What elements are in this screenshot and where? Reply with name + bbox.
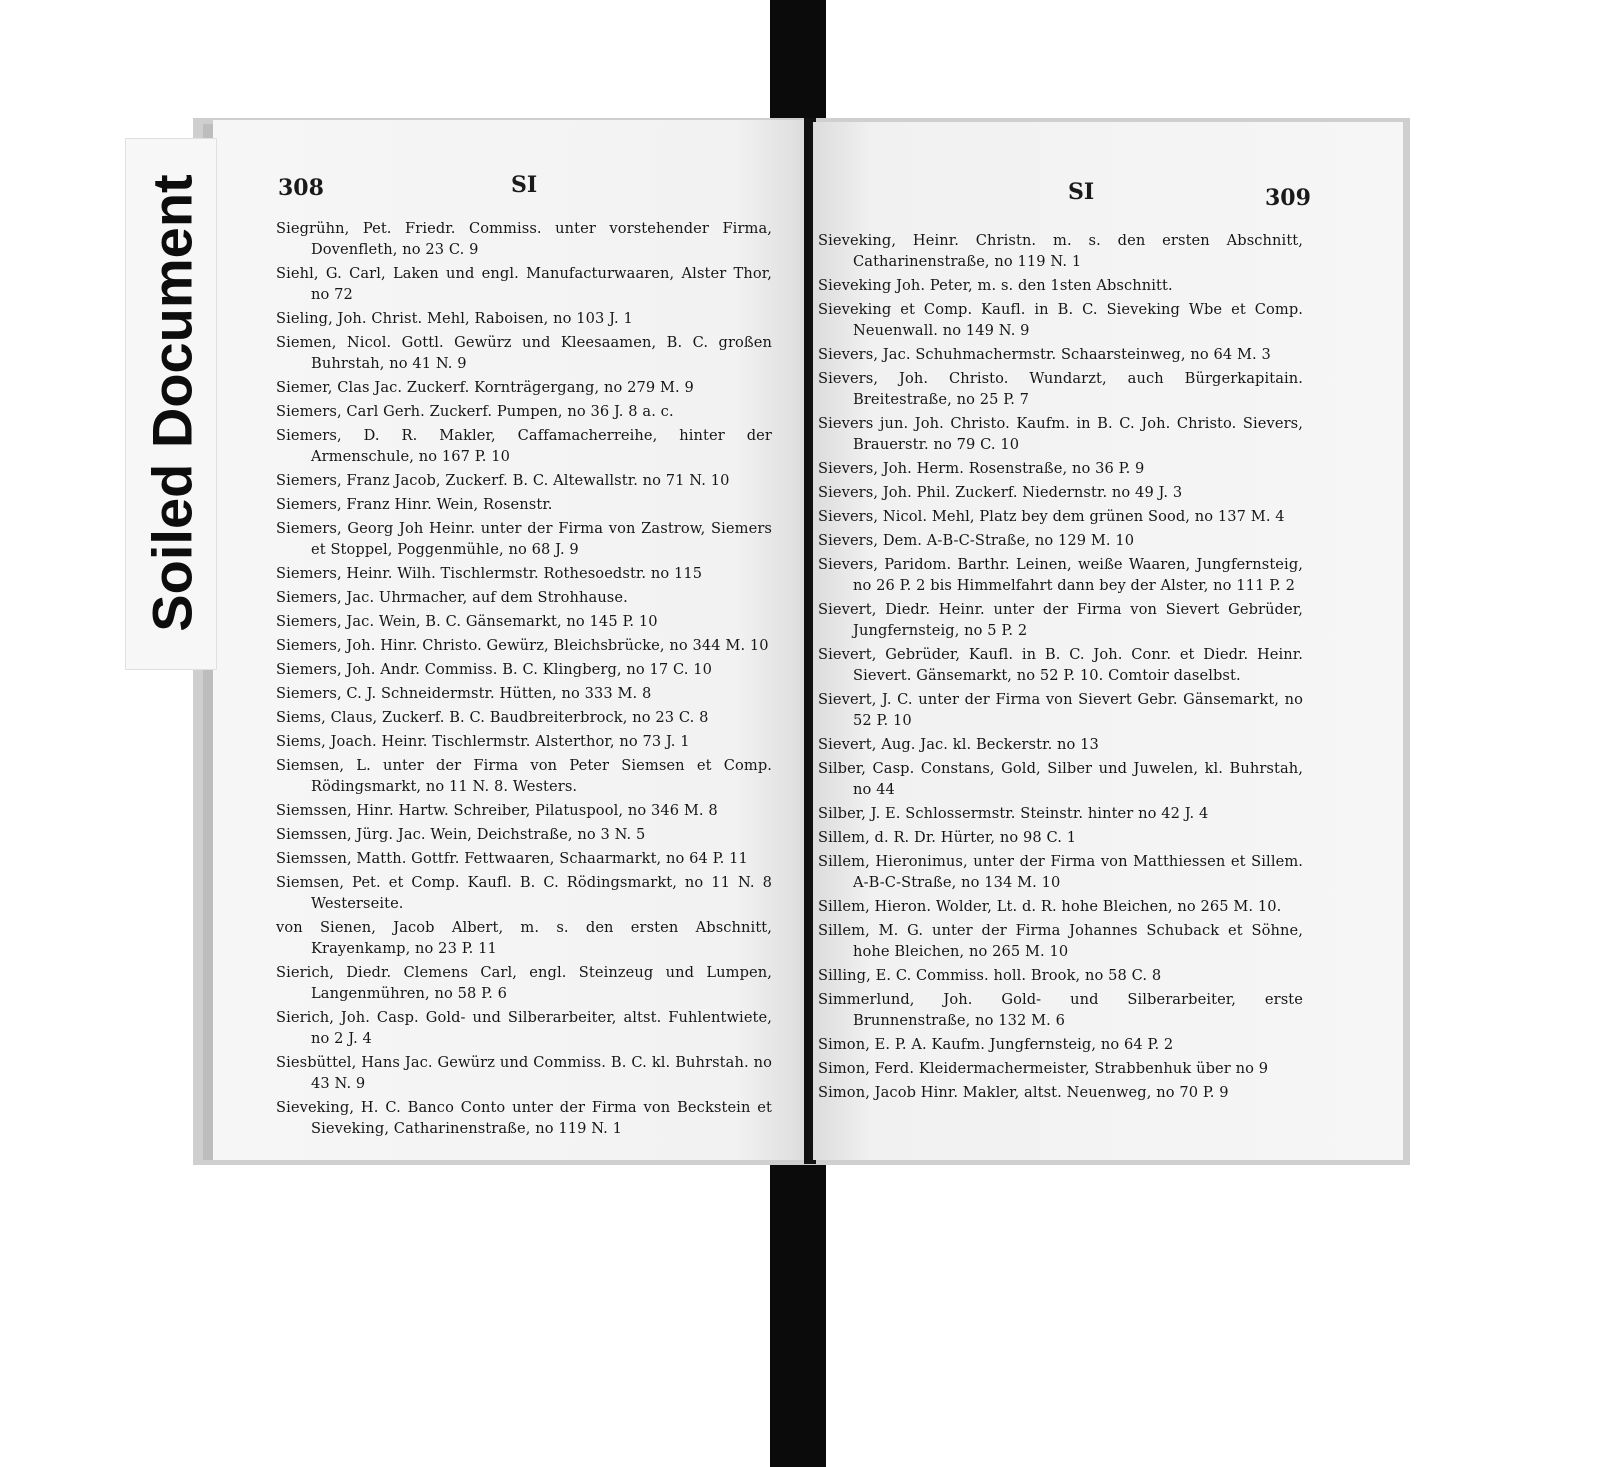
directory-entry: Silber, J. E. Schlossermstr. Steinstr. hinter no 42 J. 4 [818,805,1209,822]
directory-entry: Siemers, D. R. Makler, Caffamacherreihe, hinter der Armenschule, no 167 P. 10 [276,427,772,465]
directory-entry: Sillem, M. G. unter der Firma Johannes Schuback et Söhne, hohe Bleichen, no 265 M. 10 [818,922,1303,960]
directory-entry: Sievers jun. Joh. Christo. Kaufm. in B. C. Joh. Christo. Sievers, Brauerstr. no 79 C. 10 [818,415,1303,453]
left-entry-list [276,218,772,1142]
directory-entry: Simmerlund, Joh. Gold- und Silberarbeiter, erste Brunnenstraße, no 132 M. 6 [818,991,1303,1029]
directory-entry: Sievert, Gebrüder, Kaufl. in B. C. Joh. Conr. et Diedr. Heinr. Sievert. Gänsemarkt, no 52 P. 10. Comtoir daselbst. [818,646,1303,684]
directory-entry: Sievers, Joh. Herm. Rosenstraße, no 36 P. 9 [818,460,1145,477]
directory-entry: Sieveking, Heinr. Christn. m. s. den ersten Abschnitt, Catharinenstraße, no 119 N. 1 [818,232,1303,270]
directory-entry: von Sienen, Jacob Albert, m. s. den ersten Abschnitt, Krayenkamp, no 23 P. 11 [276,919,772,957]
directory-entry: Siemssen, Matth. Gottfr. Fettwaaren, Schaarmarkt, no 64 P. 11 [276,850,748,867]
directory-entry: Siemsen, L. unter der Firma von Peter Siemsen et Comp. Rödingsmarkt, no 11 N. 8. Westers. [276,757,772,795]
directory-entry: Sieveking Joh. Peter, m. s. den 1sten Abschnitt. [818,277,1173,294]
directory-entry: Siemers, Franz Hinr. Wein, Rosenstr. [276,496,553,513]
binding-strip-bottom [770,1158,826,1467]
directory-entry: Siemers, Heinr. Wilh. Tischlermstr. Rothesoedstr. no 115 [276,565,703,582]
directory-entry: Siemers, Jac. Uhrmacher, auf dem Strohhause. [276,589,628,606]
directory-entry: Sievert, Aug. Jac. kl. Beckerstr. no 13 [818,736,1099,753]
directory-entry: Siems, Claus, Zuckerf. B. C. Baudbreiterbrock, no 23 C. 8 [276,709,709,726]
directory-entry: Siemers, Jac. Wein, B. C. Gänsemarkt, no 145 P. 10 [276,613,658,630]
directory-entry: Sierich, Diedr. Clemens Carl, engl. Steinzeug und Lumpen, Langenmühren, no 58 P. 6 [276,964,772,1002]
directory-entry: Sievers, Jac. Schuhmachermstr. Schaarsteinweg, no 64 M. 3 [818,346,1271,363]
directory-entry: Sievert, Diedr. Heinr. unter der Firma von Sievert Gebrüder, Jungfernsteig, no 5 P. 2 [818,601,1303,639]
page-number-left: 308 [278,175,324,201]
directory-entry: Sierich, Joh. Casp. Gold- und Silberarbeiter, altst. Fuhlentwiete, no 2 J. 4 [276,1009,772,1047]
directory-entry: Sievert, J. C. unter der Firma von Sievert Gebr. Gänsemarkt, no 52 P. 10 [818,691,1303,729]
section-header-left: SI [511,172,538,198]
directory-entry: Sillem, Hieronimus, unter der Firma von Matthiessen et Sillem. A-B-C-Straße, no 134 M. 10 [818,853,1303,891]
right-entry-list [818,230,1303,1106]
directory-entry: Siemen, Nicol. Gottl. Gewürz und Kleesaamen, B. C. großen Buhrstah, no 41 N. 9 [276,334,772,372]
directory-entry: Sievers, Joh. Christo. Wundarzt, auch Bürgerkapitain. Breitestraße, no 25 P. 7 [818,370,1303,408]
directory-entry: Siemers, Joh. Andr. Commiss. B. C. Klingberg, no 17 C. 10 [276,661,713,678]
directory-entry: Siemers, Franz Jacob, Zuckerf. B. C. Altewallstr. no 71 N. 10 [276,472,730,489]
left-page [213,120,807,1160]
right-page [813,122,1403,1160]
directory-entry: Siemers, Carl Gerh. Zuckerf. Pumpen, no 36 J. 8 a. c. [276,403,674,420]
directory-entry: Siems, Joach. Heinr. Tischlermstr. Alsterthor, no 73 J. 1 [276,733,690,750]
directory-entry: Siemers, Georg Joh Heinr. unter der Firma von Zastrow, Siemers et Stoppel, Poggenmühle, no 68 J. 9 [276,520,772,558]
directory-entry: Sieling, Joh. Christ. Mehl, Raboisen, no 103 J. 1 [276,310,633,327]
directory-entry: Simon, E. P. A. Kaufm. Jungfernsteig, no 64 P. 2 [818,1036,1174,1053]
directory-entry: Sillem, d. R. Dr. Hürter, no 98 C. 1 [818,829,1077,846]
directory-entry: Siemer, Clas Jac. Zuckerf. Kornträgergang, no 279 M. 9 [276,379,694,396]
soiled-document-stamp: Soiled Document [140,174,204,632]
binding-strip-top [770,0,826,135]
directory-entry: Siesbüttel, Hans Jac. Gewürz und Commiss. B. C. kl. Buhrstah. no 43 N. 9 [276,1054,772,1092]
directory-entry: Siemsen, Pet. et Comp. Kaufl. B. C. Rödingsmarkt, no 11 N. 8 Westerseite. [276,874,772,912]
section-header-right: SI [1068,179,1095,205]
directory-entry: Siemers, Joh. Hinr. Christo. Gewürz, Bleichsbrücke, no 344 M. 10 [276,637,769,654]
directory-entry: Silber, Casp. Constans, Gold, Silber und Juwelen, kl. Buhrstah, no 44 [818,760,1303,798]
directory-entry: Sieveking et Comp. Kaufl. in B. C. Sieveking Wbe et Comp. Neuenwall. no 149 N. 9 [818,301,1303,339]
directory-entry: Sievers, Dem. A-B-C-Straße, no 129 M. 10 [818,532,1135,549]
directory-entry: Siemers, C. J. Schneidermstr. Hütten, no 333 M. 8 [276,685,652,702]
directory-entry: Sievers, Joh. Phil. Zuckerf. Niedernstr. no 49 J. 3 [818,484,1183,501]
page-number-right: 309 [1265,185,1311,211]
directory-entry: Simon, Ferd. Kleidermachermeister, Strabbenhuk über no 9 [818,1060,1269,1077]
directory-entry: Sievers, Nicol. Mehl, Platz bey dem grünen Sood, no 137 M. 4 [818,508,1285,525]
directory-entry: Sievers, Paridom. Barthr. Leinen, weiße Waaren, Jungfernsteig, no 26 P. 2 bis Himmelfahrt dann bey der Alster, no 111 P. 2 [818,556,1303,594]
directory-entry: Siehl, G. Carl, Laken und engl. Manufacturwaaren, Alster Thor, no 72 [276,265,772,303]
directory-entry: Siemssen, Jürg. Jac. Wein, Deichstraße, no 3 N. 5 [276,826,646,843]
directory-entry: Siegrühn, Pet. Friedr. Commiss. unter vorstehender Firma, Dovenfleth, no 23 C. 9 [276,220,772,258]
directory-entry: Sieveking, H. C. Banco Conto unter der Firma von Beckstein et Sieveking, Catharinenstraße, no 119 N. 1 [276,1099,772,1137]
directory-entry: Siemssen, Hinr. Hartw. Schreiber, Pilatuspool, no 346 M. 8 [276,802,718,819]
directory-entry: Simon, Jacob Hinr. Makler, altst. Neuenweg, no 70 P. 9 [818,1084,1229,1101]
directory-entry: Silling, E. C. Commiss. holl. Brook, no 58 C. 8 [818,967,1162,984]
directory-entry: Sillem, Hieron. Wolder, Lt. d. R. hohe Bleichen, no 265 M. 10. [818,898,1282,915]
